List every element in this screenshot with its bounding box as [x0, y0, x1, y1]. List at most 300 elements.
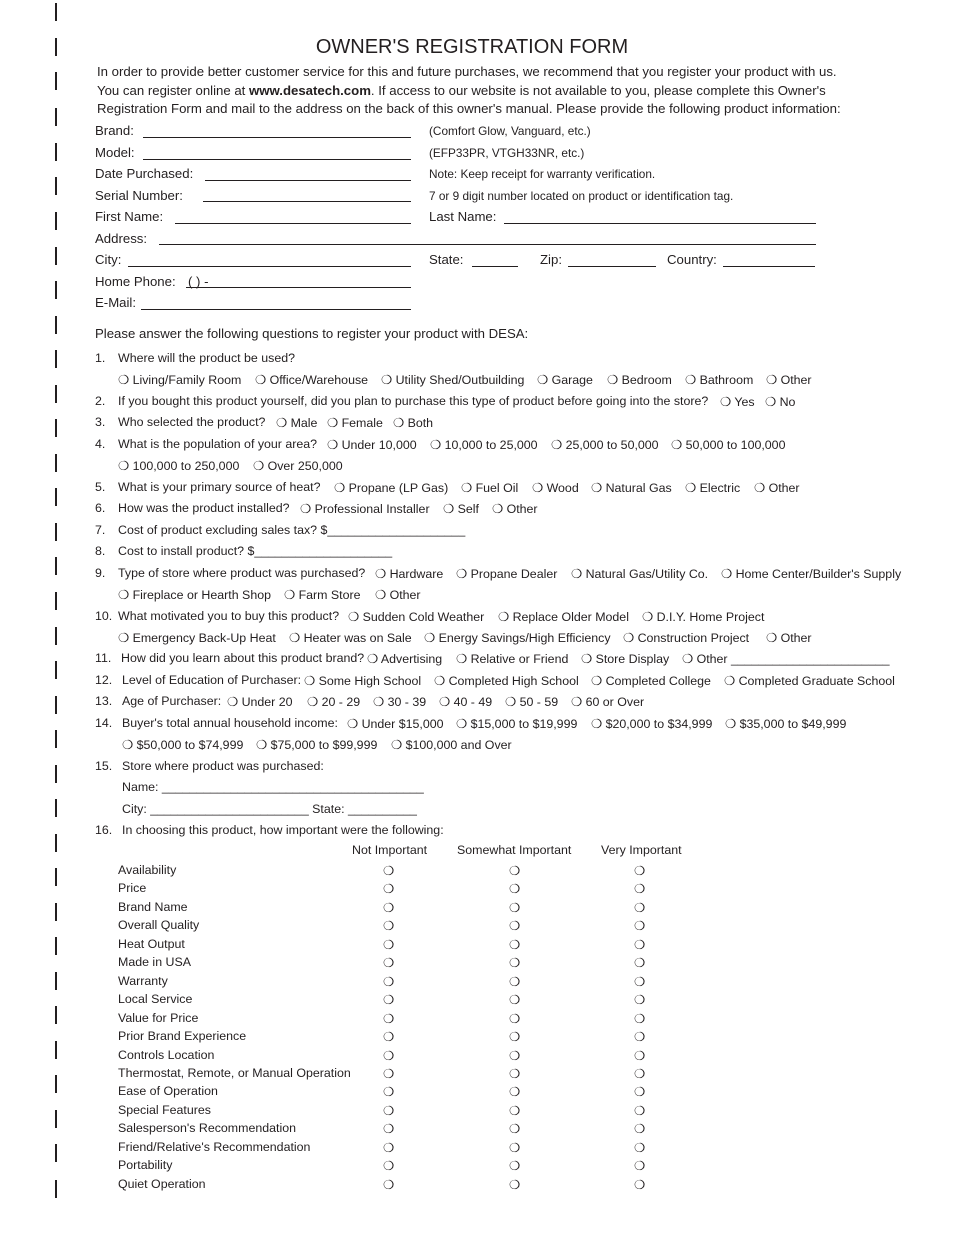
- q9-option[interactable]: [721, 566, 901, 581]
- option-label: 30 - 39: [387, 695, 427, 709]
- radio-icon[interactable]: ❍: [581, 652, 593, 666]
- radio-icon[interactable]: ❍: [591, 674, 603, 688]
- option-label: 100,000 to 250,000: [132, 459, 240, 473]
- radio-icon[interactable]: ❍: [571, 695, 583, 709]
- radio-icon[interactable]: ❍: [456, 567, 468, 581]
- q102-option[interactable]: [424, 630, 611, 645]
- radio-icon[interactable]: ❍: [122, 738, 134, 752]
- radio-icon[interactable]: ❍: [434, 674, 446, 688]
- q102-option[interactable]: [118, 630, 276, 645]
- zip-field[interactable]: [568, 266, 656, 267]
- q13-option[interactable]: [439, 694, 492, 709]
- importance-row-label: Availability: [118, 863, 177, 877]
- q1-option[interactable]: [118, 372, 241, 387]
- radio-icon[interactable]: ❍: [765, 395, 777, 409]
- importance-radio-icon[interactable]: ❍: [383, 919, 395, 934]
- q6-number: 6.: [95, 501, 106, 515]
- radio-icon[interactable]: ❍: [118, 588, 130, 602]
- option-label: 20 - 29: [321, 695, 361, 709]
- importance-radio-icon[interactable]: ❍: [634, 937, 646, 952]
- radio-icon[interactable]: ❍: [276, 416, 288, 430]
- importance-radio-icon[interactable]: ❍: [634, 900, 646, 915]
- radio-icon[interactable]: ❍: [289, 631, 301, 645]
- q92-option[interactable]: [375, 587, 421, 602]
- option-label: Natural Gas/Utility Co.: [585, 567, 709, 581]
- radio-icon[interactable]: ❍: [492, 502, 504, 516]
- radio-icon[interactable]: ❍: [766, 631, 778, 645]
- importance-radio-icon[interactable]: ❍: [509, 956, 521, 971]
- radio-icon[interactable]: ❍: [256, 738, 268, 752]
- importance-row-label: Quiet Operation: [118, 1176, 206, 1191]
- date-purchased-label: Date Purchased:: [95, 166, 194, 181]
- option-label: Construction Project: [637, 631, 750, 645]
- first-name-field[interactable]: [175, 223, 411, 224]
- importance-radio-icon[interactable]: ❍: [634, 1011, 646, 1026]
- importance-row-label: Controls Location: [118, 1047, 215, 1062]
- option-label: Emergency Back-Up Heat: [132, 631, 276, 645]
- option-label: 60 or Over: [585, 695, 645, 709]
- q5-option[interactable]: [754, 480, 800, 495]
- cut-mark: [55, 937, 57, 955]
- date-note: Note: Keep receipt for warranty verification.: [429, 167, 656, 181]
- q4-option[interactable]: [671, 437, 785, 452]
- q10-text: What motivated you to buy this product?: [118, 609, 340, 623]
- option-label: Energy Savings/High Efficiency: [438, 631, 611, 645]
- q15-name-line[interactable]: Name: ______________________________________: [122, 780, 424, 794]
- importance-radio-icon[interactable]: ❍: [509, 1066, 521, 1081]
- radio-icon[interactable]: ❍: [347, 717, 359, 731]
- importance-radio-icon[interactable]: ❍: [634, 1122, 646, 1137]
- cut-mark: [55, 592, 57, 610]
- importance-radio-icon[interactable]: ❍: [383, 1177, 395, 1192]
- radio-icon[interactable]: ❍: [623, 631, 635, 645]
- option-label: Other: [768, 481, 800, 495]
- radio-icon[interactable]: ❍: [720, 395, 732, 409]
- state-label: State:: [429, 252, 464, 267]
- cut-mark: [55, 281, 57, 299]
- importance-radio-icon[interactable]: ❍: [509, 993, 521, 1008]
- q12-option[interactable]: [434, 673, 579, 688]
- q16-number: 16.: [95, 823, 113, 837]
- radio-icon[interactable]: ❍: [537, 373, 549, 387]
- q42-option[interactable]: [253, 458, 343, 473]
- radio-icon[interactable]: ❍: [461, 481, 473, 495]
- q102-option[interactable]: [289, 630, 412, 645]
- importance-radio-icon[interactable]: ❍: [383, 956, 395, 971]
- option-label: Replace Older Model: [512, 610, 629, 624]
- importance-radio-icon[interactable]: ❍: [509, 937, 521, 952]
- q4-option[interactable]: [551, 437, 659, 452]
- q11-option[interactable]: [456, 651, 568, 666]
- q12-option[interactable]: [304, 673, 421, 688]
- q1-option[interactable]: [255, 372, 368, 387]
- q14-number: 14.: [95, 716, 113, 730]
- q1-option[interactable]: [685, 372, 753, 387]
- radio-icon[interactable]: ❍: [424, 631, 436, 645]
- q5-option[interactable]: [591, 480, 672, 495]
- option-label: Natural Gas: [605, 481, 672, 495]
- option-label: Completed College: [605, 674, 711, 688]
- radio-icon[interactable]: ❍: [456, 717, 468, 731]
- address-label: Address:: [95, 231, 148, 246]
- radio-icon[interactable]: ❍: [327, 416, 339, 430]
- cut-mark: [55, 212, 57, 230]
- radio-icon[interactable]: ❍: [721, 567, 733, 581]
- state-field[interactable]: [472, 266, 518, 267]
- option-label: Office/Warehouse: [269, 373, 369, 387]
- q42-option[interactable]: [118, 458, 239, 473]
- q92-option[interactable]: [284, 587, 361, 602]
- importance-radio-icon[interactable]: ❍: [509, 1159, 521, 1174]
- q3-number: 3.: [95, 415, 106, 429]
- q3-option[interactable]: [276, 415, 317, 430]
- country-label: Country:: [667, 252, 717, 267]
- home-phone-mask: ( ) -: [188, 274, 209, 289]
- importance-radio-icon[interactable]: ❍: [383, 1066, 395, 1081]
- radio-icon[interactable]: ❍: [284, 588, 296, 602]
- option-label: Fireplace or Hearth Shop: [132, 588, 271, 602]
- header-somewhat-important: Somewhat Important: [457, 843, 572, 857]
- intro-paragraph: [97, 63, 897, 119]
- zip-label: Zip:: [540, 252, 562, 267]
- city-label: City:: [95, 252, 122, 267]
- home-phone-field[interactable]: [186, 287, 411, 288]
- importance-row-label: Overall Quality: [118, 918, 200, 933]
- brand-label: Brand:: [95, 123, 134, 138]
- header-very-important: Very Important: [601, 843, 682, 857]
- importance-row-label: Salesperson's Recommendation: [118, 1121, 296, 1136]
- cut-mark: [55, 696, 57, 714]
- importance-radio-icon[interactable]: ❍: [383, 1030, 395, 1045]
- importance-radio-icon[interactable]: ❍: [383, 1159, 395, 1174]
- q10-option[interactable]: [642, 609, 764, 624]
- q1-option[interactable]: [766, 372, 812, 387]
- radio-icon[interactable]: ❍: [685, 481, 697, 495]
- importance-radio-icon[interactable]: ❍: [383, 993, 395, 1008]
- radio-icon[interactable]: ❍: [253, 459, 265, 473]
- radio-icon[interactable]: ❍: [443, 502, 455, 516]
- importance-radio-icon[interactable]: ❍: [509, 1140, 521, 1155]
- serial-number-field[interactable]: [203, 201, 411, 202]
- cut-mark: [55, 316, 57, 334]
- q5-text: What is your primary source of heat?: [118, 480, 321, 494]
- q142-option[interactable]: [122, 737, 243, 752]
- q4-option[interactable]: [430, 437, 538, 452]
- q14-option[interactable]: [725, 716, 846, 731]
- option-label: Yes: [734, 395, 755, 409]
- option-label: 50,000 to 100,000: [685, 438, 786, 452]
- q15-number: 15.: [95, 759, 113, 773]
- radio-icon[interactable]: ❍: [334, 481, 346, 495]
- importance-radio-icon[interactable]: ❍: [634, 864, 646, 878]
- radio-icon[interactable]: ❍: [300, 502, 312, 516]
- q3-option[interactable]: [327, 415, 383, 430]
- importance-radio-icon[interactable]: ❍: [383, 1140, 395, 1155]
- importance-row-label: Value for Price: [118, 1010, 199, 1025]
- importance-radio-icon[interactable]: ❍: [383, 1011, 395, 1026]
- option-label: Completed Graduate School: [738, 674, 895, 688]
- option-label: Bedroom: [621, 373, 672, 387]
- option-label: Professional Installer: [314, 502, 430, 516]
- radio-icon[interactable]: ❍: [367, 652, 379, 666]
- cut-mark: [55, 1110, 57, 1128]
- q1-text: Where will the product be used?: [118, 351, 296, 365]
- q11-option[interactable]: [682, 651, 890, 666]
- q6-option[interactable]: [492, 501, 538, 516]
- importance-radio-icon[interactable]: ❍: [383, 937, 395, 952]
- q13-option[interactable]: [307, 694, 360, 709]
- importance-radio-icon[interactable]: ❍: [509, 1048, 521, 1063]
- importance-radio-icon[interactable]: ❍: [634, 1140, 646, 1155]
- importance-radio-icon[interactable]: ❍: [634, 882, 646, 897]
- importance-radio-icon[interactable]: ❍: [634, 1048, 646, 1063]
- q92-option[interactable]: [118, 587, 271, 602]
- radio-icon[interactable]: ❍: [642, 610, 654, 624]
- cut-mark: [55, 350, 57, 368]
- option-label: Other: [780, 373, 812, 387]
- importance-radio-icon[interactable]: ❍: [383, 864, 395, 878]
- option-label: No: [779, 395, 796, 409]
- intro-line-2: You can register online at www.desatech.com. If access to our website is not available to you, please complete this Owner's: [97, 82, 826, 98]
- radio-icon[interactable]: ❍: [430, 438, 442, 452]
- q3-text: Who selected the product?: [118, 415, 266, 429]
- radio-icon[interactable]: ❍: [505, 695, 517, 709]
- q16-text: In choosing this product, how important were the following:: [122, 823, 444, 837]
- q11-number: 11.: [95, 651, 112, 665]
- q4-number: 4.: [95, 437, 106, 451]
- importance-radio-icon[interactable]: ❍: [383, 900, 395, 915]
- option-label: Electric: [699, 481, 741, 495]
- q13-option[interactable]: [571, 694, 644, 709]
- q4-option[interactable]: [327, 437, 417, 452]
- importance-radio-icon[interactable]: ❍: [383, 1103, 395, 1118]
- importance-radio-icon[interactable]: ❍: [509, 919, 521, 934]
- q7-text: Cost of product excluding sales tax? $____________________: [118, 523, 466, 537]
- importance-row-label: Special Features: [118, 1102, 211, 1117]
- cut-mark: [55, 72, 57, 90]
- importance-radio-icon[interactable]: ❍: [383, 1048, 395, 1063]
- q5-option[interactable]: [461, 480, 518, 495]
- serial-number-label: Serial Number:: [95, 188, 183, 203]
- q1-option[interactable]: [537, 372, 593, 387]
- radio-icon[interactable]: ❍: [766, 373, 778, 387]
- importance-radio-icon[interactable]: ❍: [634, 1103, 646, 1118]
- radio-icon[interactable]: ❍: [607, 373, 619, 387]
- radio-icon[interactable]: ❍: [439, 695, 451, 709]
- radio-icon[interactable]: ❍: [532, 481, 544, 495]
- option-label: D.I.Y. Home Project: [656, 610, 765, 624]
- radio-icon[interactable]: ❍: [551, 438, 563, 452]
- importance-radio-icon[interactable]: ❍: [509, 900, 521, 915]
- q14-option[interactable]: [591, 716, 712, 731]
- q9-option[interactable]: [571, 566, 708, 581]
- q14-text: Buyer's total annual household income:: [122, 716, 338, 730]
- q10-option[interactable]: [348, 609, 484, 624]
- importance-radio-icon[interactable]: ❍: [509, 1011, 521, 1026]
- option-label: Other: [506, 502, 538, 516]
- q6-text: How was the product installed?: [118, 501, 290, 515]
- city-field[interactable]: [128, 266, 411, 267]
- importance-radio-icon[interactable]: ❍: [509, 864, 521, 878]
- cut-mark: [55, 523, 57, 541]
- option-label: $15,000 to $19,999: [470, 717, 578, 731]
- importance-row-label: Heat Output: [118, 936, 185, 951]
- last-name-field[interactable]: [504, 223, 816, 224]
- importance-radio-icon[interactable]: ❍: [634, 919, 646, 934]
- cut-mark: [55, 1041, 57, 1059]
- radio-icon[interactable]: ❍: [227, 695, 239, 709]
- cut-mark: [55, 730, 57, 748]
- q9-option[interactable]: [456, 566, 557, 581]
- cut-mark: [55, 108, 57, 126]
- cut-mark: [55, 1075, 57, 1093]
- cut-mark: [55, 903, 57, 921]
- website-link[interactable]: www.desatech.com: [249, 82, 371, 98]
- q1-number: 1.: [95, 351, 106, 365]
- importance-radio-icon[interactable]: ❍: [634, 1066, 646, 1081]
- q2-option[interactable]: [720, 394, 755, 409]
- option-label: Male: [290, 416, 318, 430]
- q6-option[interactable]: [443, 501, 479, 516]
- q11-text: How did you learn about this product brand?: [121, 651, 365, 665]
- importance-radio-icon[interactable]: ❍: [634, 1177, 646, 1192]
- q13-option[interactable]: [373, 694, 426, 709]
- q102-option[interactable]: [766, 630, 812, 645]
- option-label: Other: [389, 588, 421, 602]
- address-field[interactable]: [159, 244, 816, 245]
- importance-radio-icon[interactable]: ❍: [383, 882, 395, 897]
- importance-radio-icon[interactable]: ❍: [634, 1159, 646, 1174]
- option-label: Heater was on Sale: [303, 631, 412, 645]
- importance-radio-icon[interactable]: ❍: [383, 1122, 395, 1137]
- radio-icon[interactable]: ❍: [724, 674, 736, 688]
- brand-field[interactable]: [143, 137, 411, 138]
- q10-option[interactable]: [498, 609, 629, 624]
- q14-option[interactable]: [456, 716, 577, 731]
- importance-radio-icon[interactable]: ❍: [634, 993, 646, 1008]
- q7-number: 7.: [95, 523, 106, 537]
- radio-icon[interactable]: ❍: [682, 652, 694, 666]
- importance-radio-icon[interactable]: ❍: [383, 974, 395, 989]
- radio-icon[interactable]: ❍: [375, 567, 387, 581]
- radio-icon[interactable]: ❍: [591, 481, 603, 495]
- importance-radio-icon[interactable]: ❍: [509, 1103, 521, 1118]
- radio-icon[interactable]: ❍: [391, 738, 403, 752]
- importance-radio-icon[interactable]: ❍: [509, 1085, 521, 1100]
- importance-radio-icon[interactable]: ❍: [634, 1030, 646, 1045]
- q142-option[interactable]: [256, 737, 377, 752]
- radio-icon[interactable]: ❍: [118, 631, 130, 645]
- q5-option[interactable]: [685, 480, 740, 495]
- q2-option[interactable]: [765, 394, 795, 409]
- q11-option[interactable]: [581, 651, 669, 666]
- q12-option[interactable]: [591, 673, 711, 688]
- importance-radio-icon[interactable]: ❍: [634, 974, 646, 989]
- option-label: Hardware: [389, 567, 444, 581]
- cut-mark: [55, 177, 57, 195]
- importance-radio-icon[interactable]: ❍: [509, 974, 521, 989]
- q15-city-line[interactable]: City: _______________________ State: __________: [122, 802, 417, 816]
- radio-icon[interactable]: ❍: [571, 567, 583, 581]
- q14-option[interactable]: [347, 716, 444, 731]
- q12-option[interactable]: [724, 673, 895, 688]
- q142-option[interactable]: [391, 737, 512, 752]
- cut-mark: [55, 557, 57, 575]
- radio-icon[interactable]: ❍: [725, 717, 737, 731]
- radio-icon[interactable]: ❍: [348, 610, 360, 624]
- radio-icon[interactable]: ❍: [456, 652, 468, 666]
- q13-option[interactable]: [227, 694, 293, 709]
- q1-option[interactable]: [607, 372, 672, 387]
- model-field[interactable]: [143, 159, 411, 160]
- radio-icon[interactable]: ❍: [118, 373, 130, 387]
- radio-icon[interactable]: ❍: [381, 373, 393, 387]
- q102-option[interactable]: [623, 630, 749, 645]
- importance-radio-icon[interactable]: ❍: [509, 1122, 521, 1137]
- radio-icon[interactable]: ❍: [671, 438, 683, 452]
- option-label: $20,000 to $34,999: [605, 717, 713, 731]
- cut-mark: [55, 661, 57, 679]
- q11-option[interactable]: [367, 651, 442, 666]
- date-purchased-field[interactable]: [205, 180, 411, 181]
- importance-radio-icon[interactable]: ❍: [509, 1030, 521, 1045]
- radio-icon[interactable]: ❍: [373, 695, 385, 709]
- radio-icon[interactable]: ❍: [327, 438, 339, 452]
- radio-icon[interactable]: ❍: [591, 717, 603, 731]
- q13-number: 13.: [95, 694, 113, 708]
- email-label: E-Mail:: [95, 295, 137, 310]
- importance-radio-icon[interactable]: ❍: [634, 956, 646, 971]
- option-label: Utility Shed/Outbuilding: [395, 373, 525, 387]
- q4-text: What is the population of your area?: [118, 437, 318, 451]
- radio-icon[interactable]: ❍: [255, 373, 267, 387]
- importance-row-label: Made in USA: [118, 955, 192, 970]
- importance-radio-icon[interactable]: ❍: [383, 1085, 395, 1100]
- country-field[interactable]: [723, 266, 815, 267]
- radio-icon[interactable]: ❍: [393, 416, 405, 430]
- q5-option[interactable]: [532, 480, 579, 495]
- cut-mark: [55, 454, 57, 472]
- option-label: Sudden Cold Weather: [362, 610, 485, 624]
- radio-icon[interactable]: ❍: [685, 373, 697, 387]
- importance-radio-icon[interactable]: ❍: [509, 882, 521, 897]
- option-label: Propane (LP Gas): [348, 481, 449, 495]
- q8-number: 8.: [95, 544, 106, 558]
- q5-option[interactable]: [334, 480, 448, 495]
- q9-number: 9.: [95, 566, 106, 580]
- radio-icon[interactable]: ❍: [307, 695, 319, 709]
- header-not-important: Not Important: [352, 843, 428, 857]
- radio-icon[interactable]: ❍: [375, 588, 387, 602]
- importance-radio-icon[interactable]: ❍: [509, 1177, 521, 1192]
- q13-option[interactable]: [505, 694, 558, 709]
- q1-option[interactable]: [381, 372, 524, 387]
- importance-row-label: Ease of Operation: [118, 1084, 218, 1099]
- q6-option[interactable]: [300, 501, 430, 516]
- q9-option[interactable]: [375, 566, 443, 581]
- last-name-label: Last Name:: [429, 209, 497, 224]
- first-name-label: First Name:: [95, 209, 164, 224]
- option-label: Under 20: [241, 695, 293, 709]
- email-field[interactable]: [141, 309, 411, 310]
- importance-radio-icon[interactable]: ❍: [634, 1085, 646, 1100]
- cut-mark: [55, 799, 57, 817]
- radio-icon[interactable]: ❍: [498, 610, 510, 624]
- q3-option[interactable]: [393, 415, 433, 430]
- radio-icon[interactable]: ❍: [118, 459, 130, 473]
- radio-icon[interactable]: ❍: [754, 481, 766, 495]
- radio-icon[interactable]: ❍: [304, 674, 316, 688]
